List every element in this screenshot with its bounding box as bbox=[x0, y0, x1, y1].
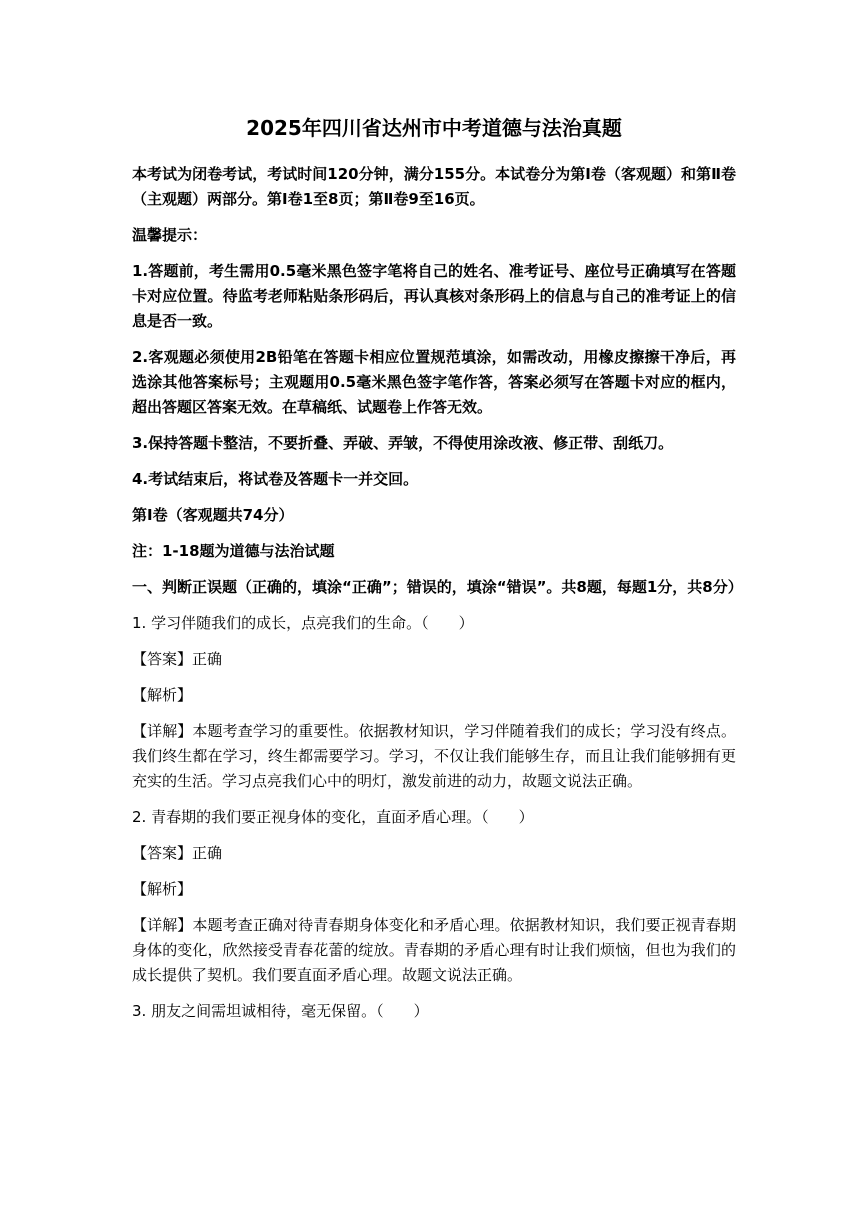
section-heading: 第Ⅰ卷（客观题共74分） bbox=[132, 506, 294, 524]
question-2-answer: 【答案】正确 bbox=[132, 844, 223, 862]
part-heading: 一、判断正误题（正确的，填涂“正确”；错误的，填涂“错误”。共8题，每题1分，共8分） bbox=[132, 578, 743, 596]
tip-2: 2.客观题必须使用2B铅笔在答题卡相应位置规范填涂，如需改动，用橡皮擦擦干净后，再选涂其他答案标号；主观题用0.5毫米黑色签字笔作答，答案必须写在答题卡对应的框内，超出答题区答案无效。在草稿纸、试题卷上作答无效。 bbox=[132, 348, 736, 416]
question-1-answer: 【答案】正确 bbox=[132, 650, 223, 668]
document-content bbox=[132, 114, 743, 1035]
question-1-analysis: 【解析】 bbox=[132, 686, 193, 704]
question-3-stem: 3. 朋友之间需坦诚相待，毫无保留。（ ） bbox=[132, 1002, 429, 1020]
question-2-detail: 【详解】本题考查正确对待青春期身体变化和矛盾心理。依据教材知识，我们要正视青春期身体的变化，欣然接受青春花蕾的绽放。青春期的矛盾心理有时让我们烦恼，但也为我们的成长提供了契机。我们要直面矛盾心理。故题文说法正确。 bbox=[132, 916, 736, 984]
tip-4: 4.考试结束后，将试卷及答题卡一并交回。 bbox=[132, 470, 419, 488]
tip-1: 1.答题前，考生需用0.5毫米黑色签字笔将自己的姓名、准考证号、座位号正确填写在答题卡对应位置。待监考老师粘贴条形码后，再认真核对条形码上的信息与自己的准考证上的信息是否一致。 bbox=[132, 262, 736, 330]
tip-3: 3.保持答题卡整洁，不要折叠、弄破、弄皱，不得使用涂改液、修正带、刮纸刀。 bbox=[132, 434, 674, 452]
exam-intro: 本考试为闭卷考试，考试时间120分钟，满分155分。本试卷分为第Ⅰ卷（客观题）和第Ⅱ卷（主观题）两部分。第Ⅰ卷1至8页；第Ⅱ卷9至16页。 bbox=[132, 165, 736, 208]
section-note: 注：1-18题为道德与法治试题 bbox=[132, 542, 335, 560]
question-1-detail: 【详解】本题考查学习的重要性。依据教材知识，学习伴随着我们的成长；学习没有终点。我们终生都在学习，终生都需要学习。学习，不仅让我们能够生存，而且让我们能够拥有更充实的生活。学习点亮我们心中的明灯，激发前进的动力，故题文说法正确。 bbox=[132, 722, 736, 790]
question-1-stem: 1. 学习伴随我们的成长，点亮我们的生命。（ ） bbox=[132, 614, 474, 632]
question-2-analysis: 【解析】 bbox=[132, 880, 193, 898]
tips-heading: 温馨提示： bbox=[132, 226, 208, 244]
document-title: 2025年四川省达州市中考道德与法治真题 bbox=[246, 116, 622, 140]
question-2-stem: 2. 青春期的我们要正视身体的变化，直面矛盾心理。（ ） bbox=[132, 808, 534, 826]
